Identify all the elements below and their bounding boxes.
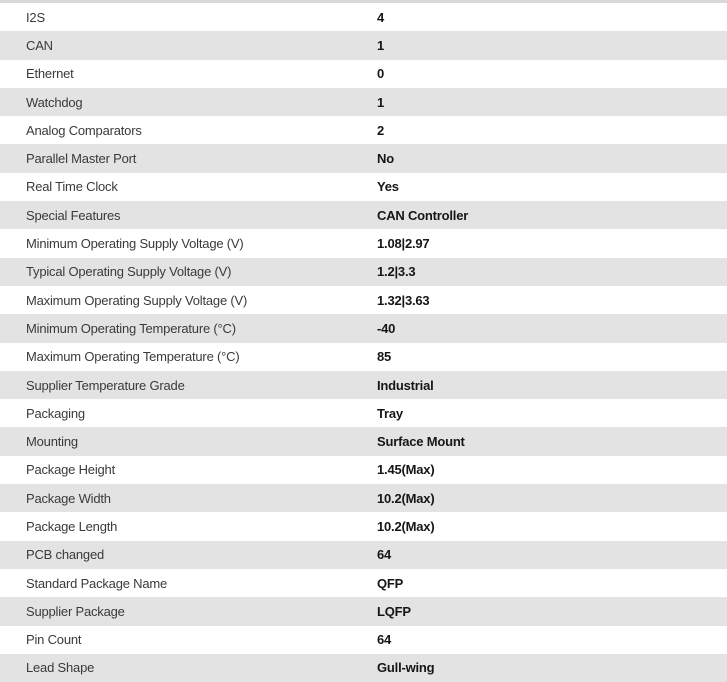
spec-value: 4: [377, 9, 385, 25]
spec-value: Yes: [377, 179, 399, 195]
spec-label: PCB changed: [26, 547, 105, 563]
table-row: [0, 541, 727, 569]
table-row: [0, 229, 727, 257]
table-row: [0, 173, 727, 201]
spec-label: Real Time Clock: [26, 179, 118, 195]
table-row: [0, 314, 727, 342]
table-row: [0, 427, 727, 455]
spec-label: Package Width: [26, 490, 111, 506]
table-row: [0, 88, 727, 116]
spec-label: Package Length: [26, 518, 118, 534]
spec-label: Typical Operating Supply Voltage (V): [26, 264, 232, 280]
table-row: [0, 60, 727, 88]
spec-value: Surface Mount: [377, 434, 465, 450]
spec-value: Industrial: [377, 377, 434, 393]
spec-value: QFP: [377, 575, 404, 591]
spec-value: 0: [377, 66, 385, 82]
spec-label: Ethernet: [26, 66, 74, 82]
spec-value: 2: [377, 122, 385, 138]
table-row: [0, 144, 727, 172]
spec-label: Standard Package Name: [26, 575, 168, 591]
spec-label: Minimum Operating Temperature (°C): [26, 320, 236, 336]
spec-value: Gull-wing: [377, 660, 435, 676]
spec-value: No: [377, 151, 394, 167]
spec-label: Packaging: [26, 405, 85, 421]
spec-value: 1.45(Max): [377, 462, 435, 478]
spec-value: 10.2(Max): [377, 490, 435, 506]
table-row: [0, 399, 727, 427]
table-row: [0, 3, 727, 31]
table-row: [0, 286, 727, 314]
spec-label: Supplier Package: [26, 603, 125, 619]
spec-label: Supplier Temperature Grade: [26, 377, 185, 393]
spec-label: Analog Comparators: [26, 122, 142, 138]
spec-label: I2S: [26, 9, 45, 25]
spec-label: Maximum Operating Supply Voltage (V): [26, 292, 248, 308]
table-row: [0, 626, 727, 654]
table-row: [0, 343, 727, 371]
spec-value: 85: [377, 349, 392, 365]
spec-value: CAN Controller: [377, 207, 469, 223]
spec-value: 1.32|3.63: [377, 292, 430, 308]
table-row: [0, 116, 727, 144]
table-row: [0, 258, 727, 286]
spec-label: Minimum Operating Supply Voltage (V): [26, 236, 244, 252]
spec-value: 1: [377, 94, 385, 110]
spec-label: Special Features: [26, 207, 121, 223]
spec-value: 1.2|3.3: [377, 264, 416, 280]
spec-label: Watchdog: [26, 94, 83, 110]
spec-value: 64: [377, 547, 392, 563]
table-row: [0, 371, 727, 399]
spec-label: CAN: [26, 37, 53, 53]
spec-label: Lead Shape: [26, 660, 95, 676]
table-row: [0, 456, 727, 484]
spec-value: -40: [377, 320, 396, 336]
table-row: [0, 201, 727, 229]
spec-value: LQFP: [377, 603, 411, 619]
table-row: [0, 654, 727, 682]
spec-value: Tray: [377, 405, 403, 421]
table-row: [0, 512, 727, 540]
spec-label: Parallel Master Port: [26, 151, 137, 167]
spec-label: Mounting: [26, 434, 78, 450]
spec-label: Pin Count: [26, 632, 82, 648]
spec-rows: [0, 3, 727, 682]
spec-value: 1.08|2.97: [377, 236, 430, 252]
spec-value: 1: [377, 37, 385, 53]
table-row: [0, 597, 727, 625]
spec-value: 10.2(Max): [377, 518, 435, 534]
spec-label: Package Height: [26, 462, 115, 478]
table-row: [0, 569, 727, 597]
table-row: [0, 31, 727, 59]
table-row: [0, 484, 727, 512]
spec-label: Maximum Operating Temperature (°C): [26, 349, 240, 365]
spec-value: 64: [377, 632, 392, 648]
